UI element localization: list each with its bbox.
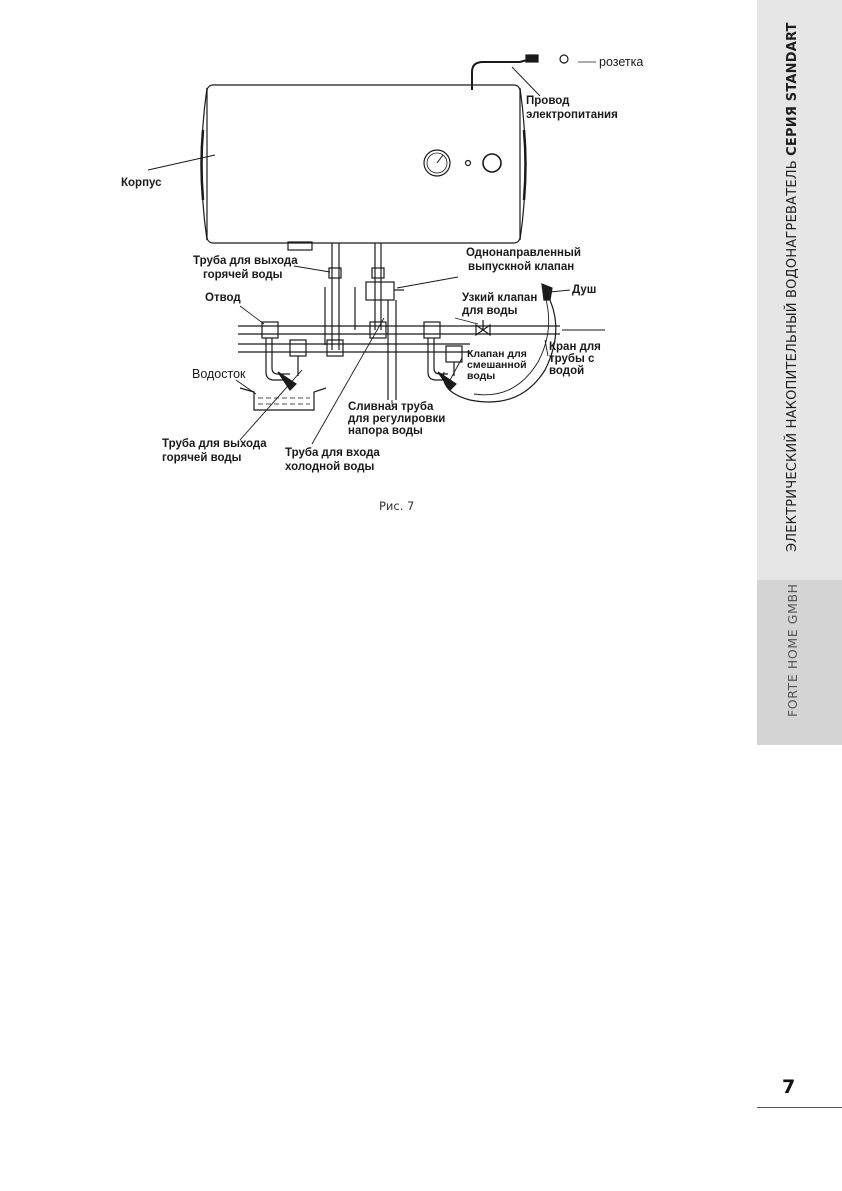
- label-hot-outlet-bottom: Труба для выхода горячей воды: [162, 438, 267, 464]
- label-check-valve: Однонаправленный выпускной клапан: [466, 247, 581, 273]
- label-socket: розетка: [599, 55, 644, 69]
- label-drain: Водосток: [192, 367, 246, 381]
- label-body: Корпус: [121, 177, 162, 189]
- label-mix-valve: Клапан для смешанной воды: [467, 348, 527, 382]
- label-tap: Кран для трубы с водой: [549, 341, 601, 377]
- figure-caption: Рис. 7: [379, 499, 415, 513]
- sidebar-brand-band: [757, 580, 842, 745]
- sidebar-title-regular: ЭЛЕКТРИЧЕСКИЙ НАКОПИТЕЛЬНЫЙ ВОДОНАГРЕВАТЕЛЬ: [785, 155, 800, 552]
- page-number: 7: [782, 1076, 796, 1098]
- sidebar-title-bold: СЕРИЯ STANDART: [785, 22, 800, 156]
- check-valve: [366, 282, 394, 300]
- label-hot-outlet-top: Труба для выхода горячей воды: [193, 255, 298, 281]
- label-shower: Душ: [572, 284, 597, 296]
- label-power-cable: Провод электропитания: [526, 95, 618, 121]
- page-number-rule: [757, 1107, 842, 1108]
- sidebar-brand: FORTE HOME GMBH: [785, 583, 800, 717]
- label-branch: Отвод: [205, 292, 241, 304]
- branch-fitting: [262, 322, 278, 338]
- tank-body: [207, 85, 520, 243]
- label-narrow-valve: Узкий клапан для воды: [462, 292, 538, 317]
- sidebar-title-band: [757, 0, 842, 580]
- sidebar-title: [785, 22, 800, 552]
- socket-icon: [560, 55, 568, 63]
- label-drain-pipe: Сливная труба для регулировки напора воды: [348, 401, 446, 437]
- label-cold-inlet: Труба для входа холодной воды: [285, 447, 380, 473]
